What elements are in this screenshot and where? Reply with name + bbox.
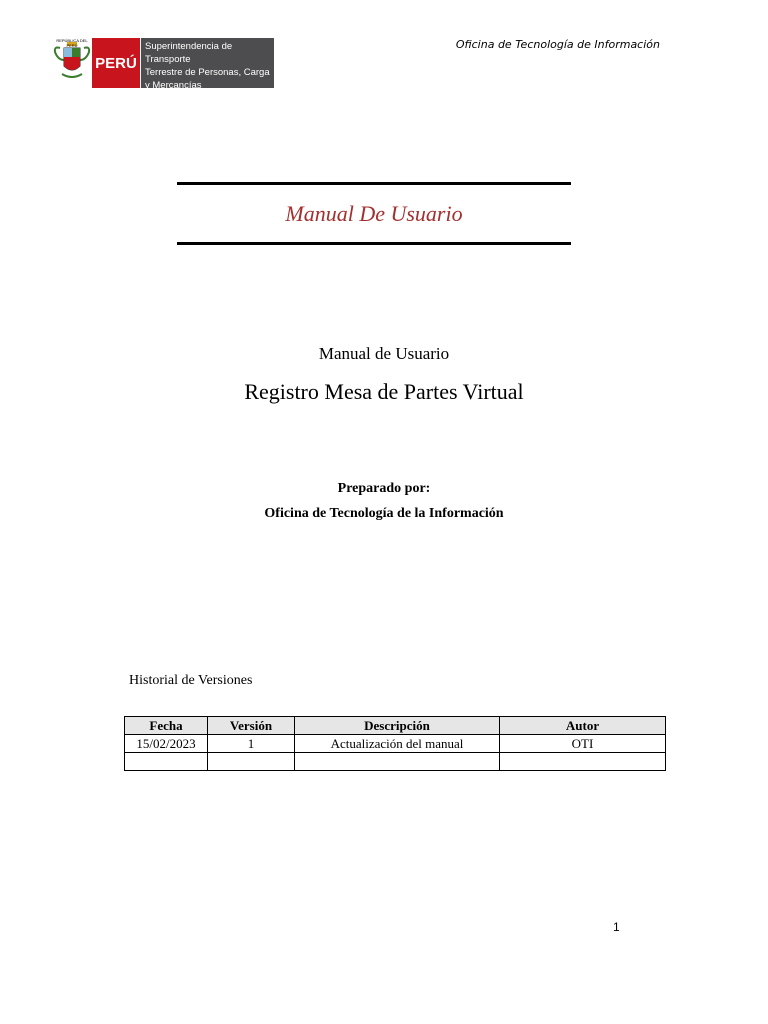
title-rule-top [177,182,571,185]
table-cell [295,753,500,771]
agency-line: Terrestre de Personas, Carga [145,67,270,78]
table-cell: Actualización del manual [295,735,500,753]
column-header: Versión [208,717,295,735]
emblem-caption: REPÚBLICA DEL PERÚ [56,38,88,48]
table-cell [500,753,666,771]
table-cell [208,753,295,771]
table-row [125,735,666,753]
office-header: Oficina de Tecnología de Información [455,38,660,51]
agency-name [140,38,274,91]
column-header: Descripción [295,717,500,735]
column-header: Fecha [125,717,208,735]
table-cell: OTI [500,735,666,753]
table-cell: 1 [208,735,295,753]
coat-of-arms-icon [52,38,92,88]
cover-subtitle: Manual de Usuario [318,344,450,363]
page-number: 1 [613,920,620,934]
history-label: Historial de Versiones [129,673,253,688]
system-name: Registro Mesa de Partes Virtual [244,379,524,404]
table-cell [125,753,208,771]
document-title: Manual De Usuario [285,201,463,226]
country-box: PERÚ [92,38,140,88]
column-header: Autor [500,717,666,735]
title-rule-bottom [177,242,571,245]
table-row [125,753,666,771]
table-cell: 15/02/2023 [125,735,208,753]
prepared-by-label: Preparado por: [337,481,431,496]
prepared-by: Oficina de Tecnología de la Información [264,506,504,521]
agency-line: y Mercancías [145,80,202,91]
version-history-table [124,716,666,771]
agency-logo [52,38,274,91]
table-header-row [125,717,666,735]
agency-line: Superintendencia de Transporte [145,41,233,65]
